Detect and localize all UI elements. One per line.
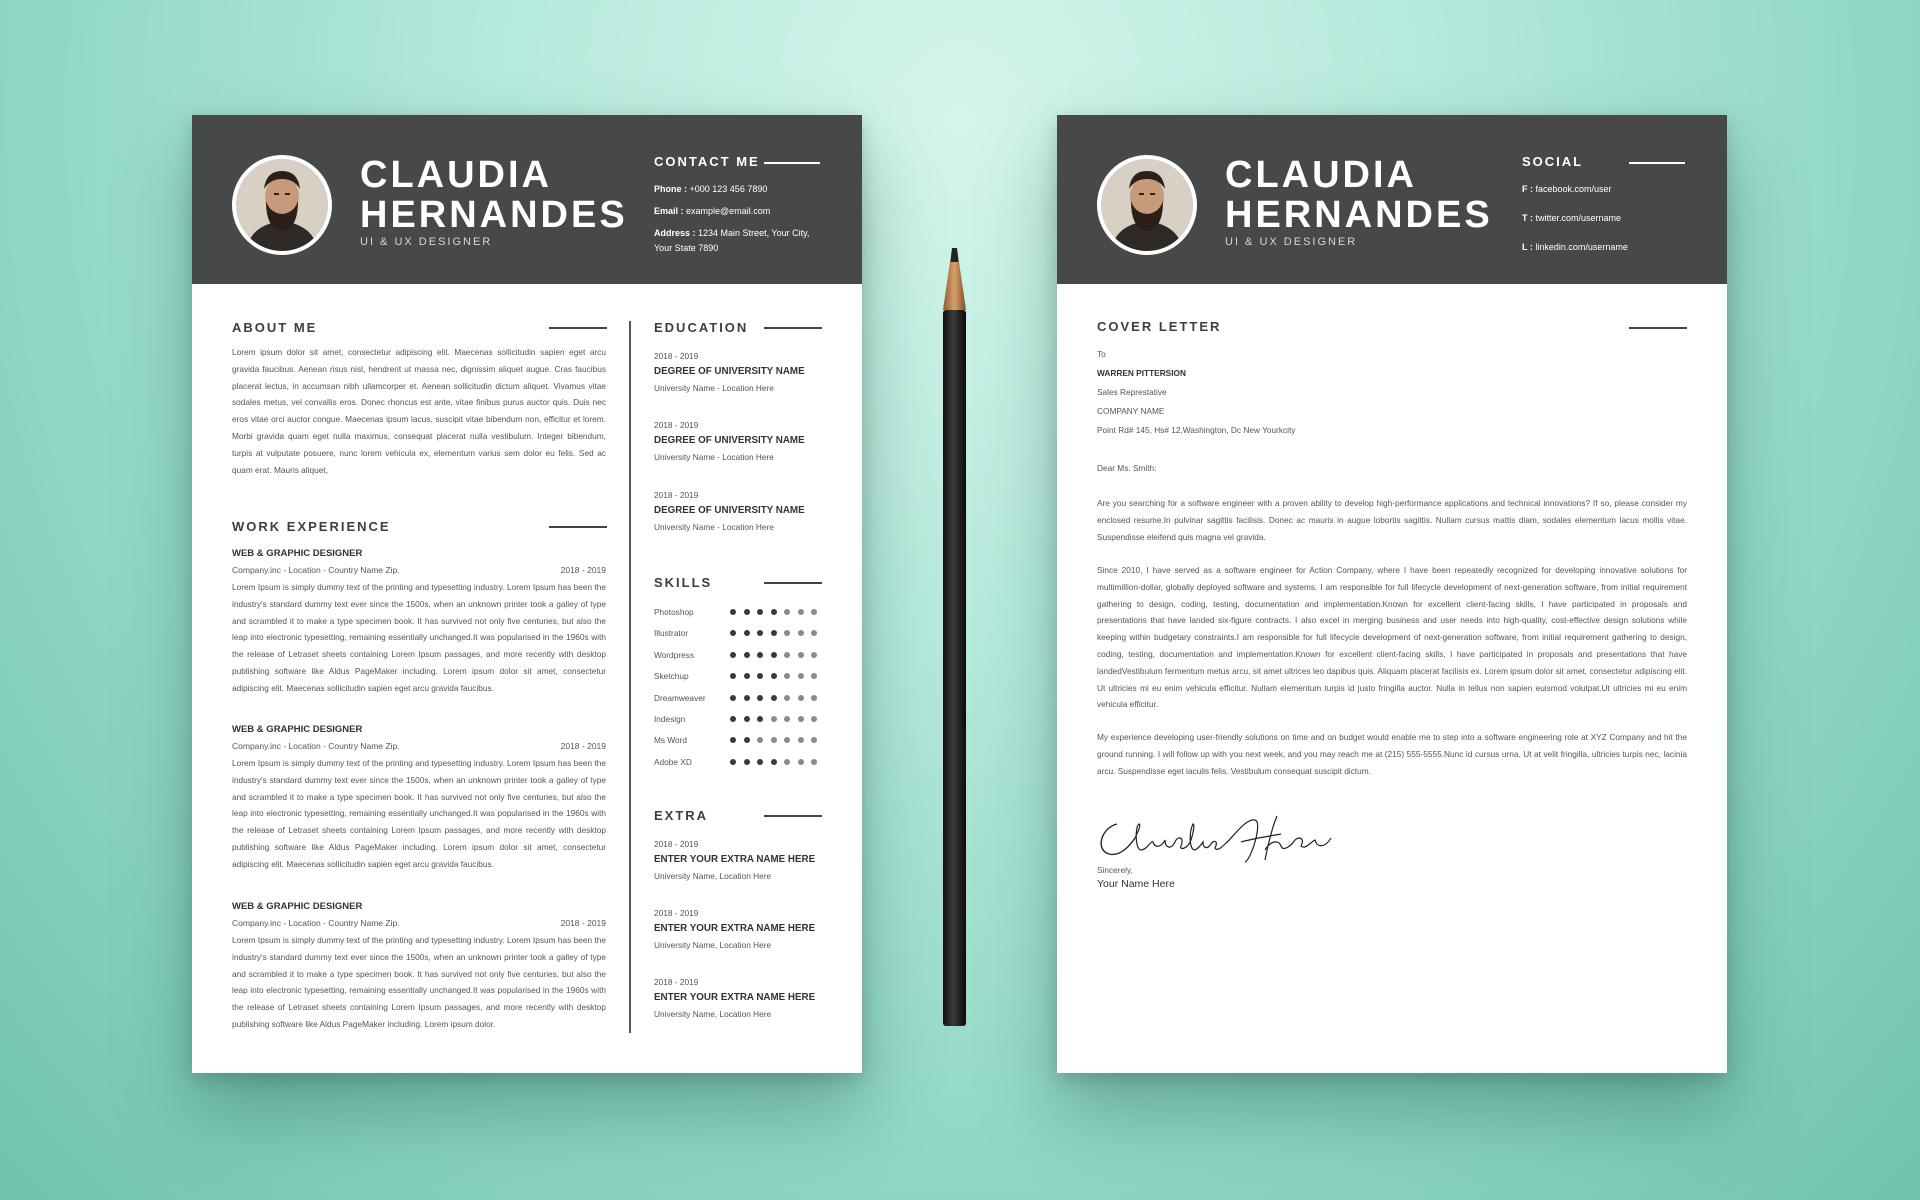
- section-rule: [549, 327, 607, 329]
- rating-dot-empty: [798, 716, 804, 722]
- rating-dot-empty: [798, 673, 804, 679]
- social-heading: SOCIAL: [1522, 154, 1584, 169]
- rating-dot-empty: [757, 737, 763, 743]
- rating-dot-empty: [811, 652, 817, 658]
- rating-dot-filled: [744, 652, 750, 658]
- letter-paragraph-3: My experience developing user-friendly solutions on time and on budget would enable me to step into a software engineering role at XYZ Company and hit the ground running. I will follow up with you next week, and you may reach me at (215) 555-5555.Nunc id cursus urna. Ut at velit fringilla, ultricies turpis nec, lacinia arcu. Suspendisse eget iaculis felis. Vestibulum consequat suscipit dictum.: [1097, 732, 1687, 776]
- social-linkedin: [1522, 240, 1702, 255]
- rating-dot-filled: [757, 630, 763, 636]
- rating-dot-empty: [798, 652, 804, 658]
- candidate-name: [1225, 155, 1493, 235]
- recipient-address: Point Rd# 145, Hs# 12,Washington, Dc New Yourkcity: [1097, 425, 1296, 435]
- job-company: Company.inc - Location - Country Name Zip.: [232, 918, 400, 928]
- job-meta: [232, 918, 606, 928]
- rating-dot-filled: [757, 695, 763, 701]
- email-label: Email :: [654, 206, 684, 216]
- address-line1: 1234 Main Street, Your City,: [698, 228, 810, 238]
- extra-subtitle: University Name, Location Here: [654, 871, 772, 881]
- section-rule: [764, 815, 822, 817]
- about-heading: ABOUT ME: [232, 320, 318, 335]
- letter-paragraph-1: Are you searching for a software engineer with a proven ability to develop high-performance applications and technical innovations? If so, please consider my enclosed resume.In pulvinar sagittis facilisis. Donec ac mauris in augue lobortis sagittis. Nullam cursus mattis diam, sodales elementum lacus mollis vitae. Suspendisse eleifend quis magna vel gravida.: [1097, 498, 1687, 542]
- skill-name: Adobe XD: [654, 756, 692, 767]
- rating-dot-filled: [771, 609, 777, 615]
- extra-subtitle: University Name, Location Here: [654, 1009, 772, 1019]
- rating-dot-empty: [811, 630, 817, 636]
- job-title: WEB & GRAPHIC DESIGNER: [232, 901, 363, 912]
- phone-value: +000 123 456 7890: [689, 184, 768, 194]
- rating-dot-filled: [757, 673, 763, 679]
- rating-dot-filled: [730, 609, 736, 615]
- rating-dot-empty: [811, 759, 817, 765]
- signature-image: [1095, 810, 1335, 870]
- education-year: 2018 - 2019: [654, 490, 699, 500]
- section-rule: [764, 582, 822, 584]
- recipient-name: WARREN PITTERSION: [1097, 368, 1186, 378]
- education-year: 2018 - 2019: [654, 351, 699, 361]
- recipient-position: Sales Represtative: [1097, 387, 1167, 397]
- job-company: Company.inc - Location - Country Name Zip.: [232, 565, 400, 575]
- to-label: To: [1097, 349, 1106, 359]
- heading-rule: [1629, 162, 1685, 164]
- rating-dot-empty: [784, 716, 790, 722]
- rating-dot-filled: [730, 695, 736, 701]
- contact-address: [654, 226, 834, 256]
- rating-dot-empty: [784, 609, 790, 615]
- signer-name: Your Name Here: [1097, 878, 1175, 890]
- resume-header: [192, 115, 862, 284]
- extra-title: ENTER YOUR EXTRA NAME HERE: [654, 854, 816, 865]
- extra-title: ENTER YOUR EXTRA NAME HERE: [654, 923, 816, 934]
- job-company: Company.inc - Location - Country Name Zip.: [232, 741, 400, 751]
- name-first: CLAUDIA: [360, 154, 552, 196]
- skill-name: Dreamweaver: [654, 692, 706, 703]
- rating-dot-filled: [744, 737, 750, 743]
- candidate-role: UI & UX DESIGNER: [360, 236, 493, 248]
- twitter-value: twitter.com/username: [1535, 213, 1622, 223]
- rating-dot-empty: [771, 716, 777, 722]
- cover-letter-heading: COVER LETTER: [1097, 319, 1222, 334]
- address-line2: Your State 7890: [654, 243, 719, 253]
- education-degree: DEGREE OF UNIVERSITY NAME: [654, 366, 805, 377]
- skill-name: Photoshop: [654, 607, 694, 617]
- rating-dot-empty: [798, 759, 804, 765]
- education-degree: DEGREE OF UNIVERSITY NAME: [654, 435, 805, 446]
- job-description: Lorem Ipsum is simply dummy text of the printing and typesetting industry. Lorem Ipsum has been the industry's standard dummy text ever since the 1500s, when an unknown printer took a galley of type and scrambled it to make a type specimen book. It has survived not only five centuries, but also the leap into electronic typesetting, remaining essentially unchanged.It was popularised in the 1960s with the release of Letraset sheets containing Lorem Ipsum passages, and more recently with desktop publishing software like Aldus PageMaker including. Lorem ipsum dolor sit amet, consectetur adipiscing elit. Maecenas sollicitudin sapien eget arcu gravida faucibus.: [232, 582, 606, 693]
- facebook-value: facebook.com/user: [1535, 184, 1612, 194]
- profile-photo: [232, 155, 332, 255]
- rating-dot-filled: [771, 695, 777, 701]
- rating-dot-filled: [744, 716, 750, 722]
- rating-dot-empty: [798, 609, 804, 615]
- closing: Sincerely,: [1097, 865, 1133, 875]
- rating-dot-empty: [798, 737, 804, 743]
- section-rule: [1629, 327, 1687, 329]
- rating-dot-filled: [757, 609, 763, 615]
- skill-name: Illustrator: [654, 628, 689, 639]
- skill-name: Indesign: [654, 714, 686, 724]
- rating-dot-filled: [730, 652, 736, 658]
- extra-year: 2018 - 2019: [654, 977, 699, 987]
- extra-title: ENTER YOUR EXTRA NAME HERE: [654, 992, 816, 1003]
- education-heading: EDUCATION: [654, 320, 749, 335]
- candidate-name: [360, 155, 628, 235]
- twitter-label: T :: [1522, 213, 1533, 223]
- contact-phone: [654, 182, 834, 197]
- rating-dot-filled: [744, 630, 750, 636]
- rating-dot-empty: [811, 716, 817, 722]
- rating-dot-filled: [744, 673, 750, 679]
- skill-name: Wordpress: [654, 649, 694, 660]
- heading-rule: [764, 162, 820, 164]
- extra-year: 2018 - 2019: [654, 908, 699, 918]
- job-description: Lorem Ipsum is simply dummy text of the printing and typesetting industry. Lorem Ipsum has been the industry's standard dummy text ever since the 1500s, when an unknown printer took a galley of type and scrambled it to make a type specimen book. It has survived not only five centuries, but also the leap into electronic typesetting, remaining essentially unchanged.It was popularised in the 1960s with the release of Letraset sheets containing Lorem Ipsum passages, and more recently with desktop publishing software like Aldus PageMaker including. Lorem ipsum dolor.: [232, 935, 606, 1029]
- job-title: WEB & GRAPHIC DESIGNER: [232, 548, 363, 559]
- linkedin-value: linkedin.com/username: [1535, 242, 1628, 252]
- job-title: WEB & GRAPHIC DESIGNER: [232, 724, 363, 735]
- extra-year: 2018 - 2019: [654, 839, 699, 849]
- column-divider: [629, 321, 631, 1033]
- rating-dot-filled: [771, 630, 777, 636]
- education-degree: DEGREE OF UNIVERSITY NAME: [654, 505, 805, 516]
- phone-label: Phone :: [654, 184, 687, 194]
- extra-heading: EXTRA: [654, 808, 709, 823]
- rating-dot-filled: [730, 737, 736, 743]
- rating-dot-filled: [757, 652, 763, 658]
- email-value: example@email.com: [686, 206, 771, 216]
- social-twitter: [1522, 211, 1702, 226]
- education-university: University Name - Location Here: [654, 522, 774, 532]
- rating-dot-filled: [757, 716, 763, 722]
- rating-dot-filled: [730, 716, 736, 722]
- rating-dot-filled: [771, 759, 777, 765]
- recipient-company: COMPANY NAME: [1097, 406, 1165, 416]
- rating-dot-empty: [784, 673, 790, 679]
- salutation: Dear Ms. Smith:: [1097, 463, 1157, 473]
- cover-letter-page: [1057, 115, 1727, 1073]
- skill-name: Ms Word: [654, 735, 688, 746]
- education-university: University Name - Location Here: [654, 383, 774, 393]
- resume-page: [192, 115, 862, 1073]
- work-heading: WORK EXPERIENCE: [232, 519, 391, 534]
- section-rule: [549, 526, 607, 528]
- rating-dot-filled: [757, 759, 763, 765]
- rating-dot-empty: [811, 609, 817, 615]
- rating-dot-filled: [744, 695, 750, 701]
- candidate-role: UI & UX DESIGNER: [1225, 236, 1358, 248]
- rating-dot-filled: [730, 630, 736, 636]
- job-years: 2018 - 2019: [560, 918, 606, 928]
- cover-header: [1057, 115, 1727, 284]
- section-rule: [764, 327, 822, 329]
- rating-dot-empty: [811, 695, 817, 701]
- rating-dot-empty: [798, 695, 804, 701]
- rating-dot-filled: [771, 673, 777, 679]
- job-meta: [232, 741, 606, 751]
- job-years: 2018 - 2019: [560, 741, 606, 751]
- linkedin-label: L :: [1522, 242, 1533, 252]
- about-text: Lorem ipsum dolor sit amet, consectetur adipiscing elit. Maecenas sollicitudin sapien eget arcu gravida faucibus. Aenean risus nisl, hendrerit ut massa nec, dignissim aliquet augue. Cras faucibus placerat lectus, in accumsan nibh ullamcorper et. Aenean sollicitudin dictum aliquet. Vivamus vitae sodales metus, vel convallis eros. Donec rhoncus est ante, vitae finibus purus auctor quis. Duis nec eros vitae orci auctor congue. Maecenas ipsum lacus, suscipit vitae bibendum non, efficitur et lorem. Morbi gravida quam eget nulla maximus, consequat placerat nulla vestibulum. Integer bibendum, turpis at vulputate posuere, nunc lorem vehicula ex, elementum varius sem dolor eu felis. Sed ac quam erat. Mauris aliquet,: [232, 347, 606, 475]
- rating-dot-empty: [784, 652, 790, 658]
- facebook-label: F :: [1522, 184, 1533, 194]
- skills-heading: SKILLS: [654, 575, 713, 590]
- education-year: 2018 - 2019: [654, 420, 699, 430]
- rating-dot-filled: [744, 759, 750, 765]
- name-last: HERNANDES: [1225, 194, 1493, 236]
- rating-dot-empty: [784, 695, 790, 701]
- job-meta: [232, 565, 606, 575]
- profile-photo: [1097, 155, 1197, 255]
- contact-heading: CONTACT ME: [654, 154, 760, 169]
- rating-dot-filled: [744, 609, 750, 615]
- name-last: HERNANDES: [360, 194, 628, 236]
- rating-dot-empty: [798, 630, 804, 636]
- rating-dot-filled: [730, 673, 736, 679]
- letter-paragraph-2: Since 2010, I have served as a software engineer for Action Company, where I have been repeatedly recognized for developing innovative solutions for multimillion-dollar, globally deployed software and systems. I am responsible for full lifecycle development of next-generation software, from initial requirement gathering to design, coding, testing, documentation and implementation.Known for excellent client-facing skills, I have participated in proposals and presentations that have landed six-figure contracts. I also excel in merging business and user needs into high-quality, cost-effective design solutions while keeping within budgetary constraints.I am responsible for full lifecycle development of next-generation software, from initial requirement gathering to design, coding, testing, documentation and implementation.Known for excellent client-facing skills, I have participated in proposals and presentations that have landedVestibulum fermentum metus arcu, sit amet ultrices leo dapibus quis. Aliquam placerat facilisis ex. Lorem ipsum dolor sit amet, consectetur adipiscing elit. Ut ultricies mi eu enim vehicula efficitur. Nullam elementum turpis id justo fringilla auctor. Nulla in tellus non sapien euismod volutpat.Ut ultricies mi eu enim vehicula efficitur.: [1097, 565, 1687, 710]
- name-first: CLAUDIA: [1225, 154, 1417, 196]
- address-label: Address :: [654, 228, 696, 238]
- extra-subtitle: University Name, Location Here: [654, 940, 772, 950]
- rating-dot-empty: [784, 630, 790, 636]
- job-years: 2018 - 2019: [560, 565, 606, 575]
- rating-dot-empty: [811, 737, 817, 743]
- rating-dot-empty: [784, 759, 790, 765]
- pencil-image: [940, 248, 970, 1028]
- rating-dot-filled: [730, 759, 736, 765]
- rating-dot-filled: [771, 652, 777, 658]
- education-university: University Name - Location Here: [654, 452, 774, 462]
- job-description: Lorem Ipsum is simply dummy text of the printing and typesetting industry. Lorem Ipsum has been the industry's standard dummy text ever since the 1500s, when an unknown printer took a galley of type and scrambled it to make a type specimen book. It has survived not only five centuries, but also the leap into electronic typesetting, remaining essentially unchanged.It was popularised in the 1960s with the release of Letraset sheets containing Lorem Ipsum passages, and more recently with desktop publishing software like Aldus PageMaker including. Lorem ipsum dolor sit amet, consectetur adipiscing elit. Maecenas sollicitudin sapien eget arcu gravida faucibus.: [232, 758, 606, 869]
- rating-dot-empty: [784, 737, 790, 743]
- skill-name: Sketchup: [654, 671, 689, 682]
- social-facebook: [1522, 182, 1702, 197]
- rating-dot-empty: [811, 673, 817, 679]
- contact-email: [654, 204, 834, 219]
- rating-dot-empty: [771, 737, 777, 743]
